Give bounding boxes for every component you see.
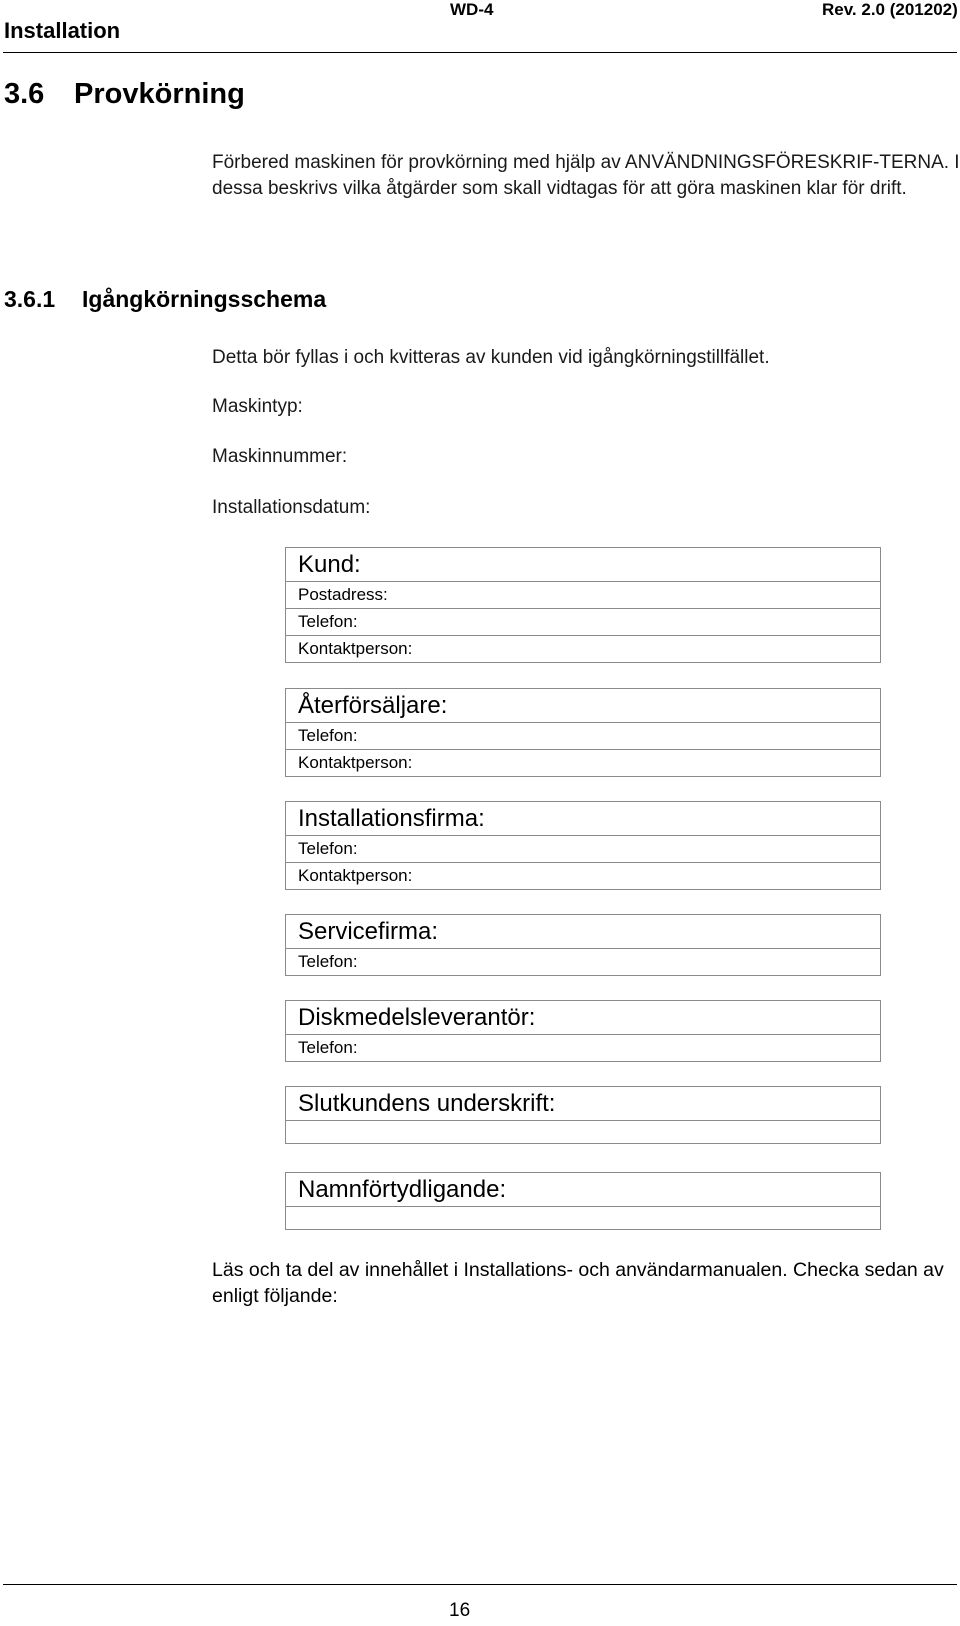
- reseller-phone-field[interactable]: Telefon:: [286, 722, 880, 749]
- header-revision: Rev. 2.0 (201202): [822, 0, 958, 19]
- installer-contact-field[interactable]: Kontaktperson:: [286, 862, 880, 889]
- header-section: Installation: [4, 18, 121, 43]
- service-heading: Servicefirma:: [298, 918, 439, 945]
- customer-heading: Kund:: [298, 551, 361, 578]
- section-number: 3.6: [4, 78, 45, 110]
- name-clarification-heading: Namnförtydligande:: [298, 1176, 507, 1203]
- detergent-heading: Diskmedelsleverantör:: [298, 1004, 536, 1031]
- section-intro: Förbered maskinen för provkörning med hjälp av ANVÄNDNINGSFÖRESKRIF-TERNA. I dessa beskrivs vilka åtgärder som skall vidtagas för att göra maskinen klar för drift.: [212, 152, 960, 199]
- subsection-instruction: Detta bör fyllas i och kvitteras av kunden vid igångkörningstillfället.: [212, 347, 770, 368]
- footer-divider: [3, 1584, 957, 1585]
- subsection-title: Igångkörningsschema: [82, 286, 327, 312]
- signature-heading: Slutkundens underskrift:: [298, 1090, 556, 1117]
- name-clarification-field[interactable]: [286, 1206, 880, 1229]
- customer-address-field[interactable]: Postadress:: [286, 581, 880, 608]
- header-model: WD-4: [450, 0, 494, 19]
- installer-heading: Installationsfirma:: [298, 805, 485, 832]
- subsection-heading: [4, 286, 326, 313]
- detergent-phone-field[interactable]: Telefon:: [286, 1034, 880, 1061]
- install-date-label: Installationsdatum:: [212, 497, 371, 518]
- signature-field[interactable]: [286, 1120, 880, 1143]
- reseller-box: [285, 688, 881, 777]
- customer-box: [285, 547, 881, 663]
- installer-box: [285, 801, 881, 890]
- header-divider: [3, 52, 957, 53]
- page-number: 16: [449, 1600, 471, 1621]
- reseller-heading: Återförsäljare:: [298, 692, 448, 719]
- reseller-contact-field[interactable]: Kontaktperson:: [286, 749, 880, 776]
- subsection-number: 3.6.1: [4, 286, 56, 312]
- closing-text: Läs och ta del av innehållet i Installations- och användarmanualen. Checka sedan av enligt följande:: [212, 1259, 944, 1307]
- service-phone-field[interactable]: Telefon:: [286, 948, 880, 975]
- customer-phone-field[interactable]: Telefon:: [286, 608, 880, 635]
- name-clarification-box: [285, 1172, 881, 1230]
- signature-box: [285, 1086, 881, 1144]
- section-heading: [4, 78, 245, 111]
- detergent-box: [285, 1000, 881, 1062]
- service-box: [285, 914, 881, 976]
- customer-contact-field[interactable]: Kontaktperson:: [286, 635, 880, 662]
- section-title: Provkörning: [74, 78, 245, 110]
- machine-type-label: Maskintyp:: [212, 396, 303, 417]
- machine-number-label: Maskinnummer:: [212, 446, 348, 467]
- installer-phone-field[interactable]: Telefon:: [286, 835, 880, 862]
